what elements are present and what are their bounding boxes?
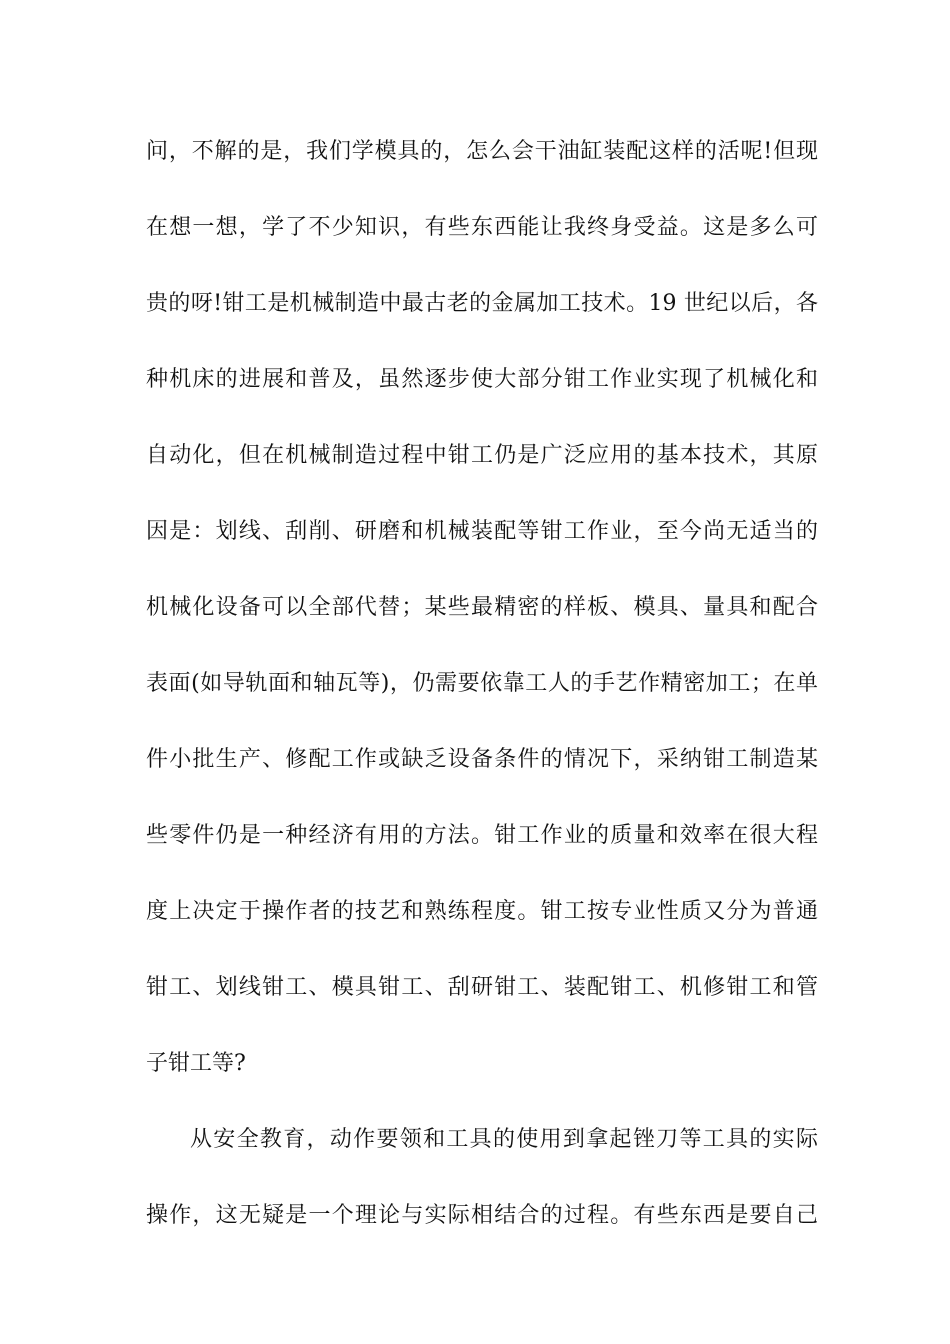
- text-line: 件小批生产、修配工作或缺乏设备条件的情况下，采纳钳工制造某: [146, 747, 818, 772]
- text-line: 从安全教育，动作要领和工具的使用到拿起锉刀等工具的实际: [190, 1127, 818, 1152]
- text-line: 表面(如导轨面和轴瓦等)，仍需要依靠工人的手艺作精密加工；在单: [146, 671, 818, 696]
- text-line: 问，不解的是，我们学模具的，怎么会干油缸装配这样的活呢!但现: [146, 139, 818, 164]
- text-line: 些零件仍是一种经济有用的方法。钳工作业的质量和效率在很大程: [146, 823, 818, 848]
- text-line: 机械化设备可以全部代替；某些最精密的样板、模具、量具和配合: [146, 595, 818, 620]
- body-text: [146, 126, 818, 1266]
- text-line: 因是：划线、刮削、研磨和机械装配等钳工作业，至今尚无适当的: [146, 519, 818, 544]
- text-line: 种机床的进展和普及，虽然逐步使大部分钳工作业实现了机械化和: [146, 367, 818, 392]
- text-line: 子钳工等?: [146, 1051, 246, 1076]
- text-line: 度上决定于操作者的技艺和熟练程度。钳工按专业性质又分为普通: [146, 899, 818, 924]
- text-line: 在想一想，学了不少知识，有些东西能让我终身受益。这是多么可: [146, 215, 818, 240]
- text-line: 钳工、划线钳工、模具钳工、刮研钳工、装配钳工、机修钳工和管: [146, 975, 818, 1000]
- text-line: 操作，这无疑是一个理论与实际相结合的过程。有些东西是要自己: [146, 1203, 818, 1228]
- text-line: 贵的呀!钳工是机械制造中最古老的金属加工技术。19 世纪以后，各: [146, 291, 818, 316]
- text-line: 自动化，但在机械制造过程中钳工仍是广泛应用的基本技术，其原: [146, 443, 818, 468]
